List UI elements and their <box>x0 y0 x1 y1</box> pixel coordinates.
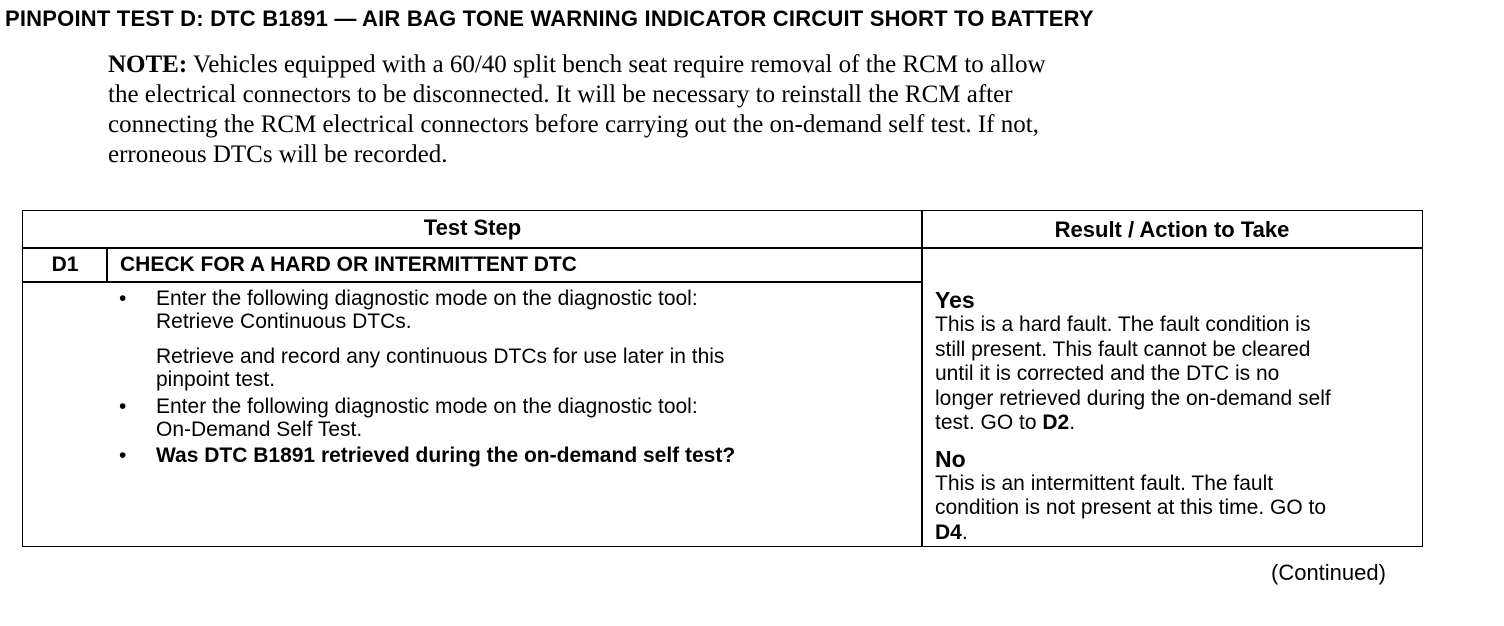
bullet-icon: • <box>119 444 127 467</box>
header-test-step: Test Step <box>423 215 522 240</box>
result-line: condition is not present at this time. GO to <box>935 496 1327 519</box>
step-item <box>156 345 724 391</box>
step-item-line: Enter the following diagnostic mode on the diagnostic tool: <box>156 395 698 418</box>
bullet-icon: • <box>119 395 127 418</box>
result-suffix: . <box>1069 411 1076 434</box>
step-item <box>156 395 698 441</box>
step-item-line: Retrieve and record any continuous DTCs for use later in this <box>156 345 725 368</box>
step-item-line: Was DTC B1891 retrieved during the on-demand self test? <box>156 444 736 467</box>
note-line: connecting the RCM electrical connectors before carrying out the on-demand self test. If not, <box>108 111 1039 138</box>
header-result-action: Result / Action to Take <box>1054 217 1290 242</box>
result-line: until it is corrected and the DTC is no <box>935 362 1280 385</box>
column-divider <box>921 211 923 546</box>
step-id: D1 <box>51 253 79 276</box>
step-item-line: Enter the following diagnostic mode on the diagnostic tool: <box>156 287 698 310</box>
page-title: PINPOINT TEST D: DTC B1891 — AIR BAG TONE WARNING INDICATOR CIRCUIT SHORT TO BATTERY <box>5 6 1094 31</box>
step-item-line: On-Demand Self Test. <box>156 418 363 441</box>
result-line: This is a hard fault. The fault condition is <box>935 313 1311 336</box>
step-question <box>156 444 735 467</box>
note-label: NOTE: <box>108 51 188 78</box>
step-title: CHECK FOR A HARD OR INTERMITTENT DTC <box>120 253 577 276</box>
result-line: test. GO to <box>935 411 1043 434</box>
result-yes-label: Yes <box>935 287 975 313</box>
goto-step-d2: D2 <box>1042 411 1070 434</box>
note-line: the electrical connectors to be disconnected. It will be necessary to reinstall the RCM after <box>108 81 1013 108</box>
note-line: Vehicles equipped with a 60/40 split bench seat require removal of the RCM to allow <box>187 51 1046 78</box>
result-yes-text <box>935 313 1425 436</box>
bullet-icon: • <box>119 287 127 310</box>
pinpoint-test-table <box>22 210 1423 547</box>
result-no-label: No <box>935 445 966 472</box>
result-line: still present. This fault cannot be cleared <box>935 337 1311 361</box>
header-divider <box>921 247 1422 249</box>
note-block <box>108 50 1328 170</box>
continued-label: (Continued) <box>1271 560 1386 585</box>
result-column <box>935 287 1425 545</box>
result-line: longer retrieved during the on-demand self <box>935 386 1331 410</box>
result-no-text <box>935 472 1425 546</box>
step-item-line: pinpoint test. <box>156 368 276 391</box>
note-line: erroneous DTCs will be recorded. <box>108 141 448 168</box>
result-line: This is an intermittent fault. The fault <box>935 471 1274 495</box>
result-suffix: . <box>961 520 968 544</box>
step-item-line: Retrieve Continuous DTCs. <box>156 310 412 333</box>
goto-step-d4: D4 <box>935 520 962 544</box>
step-item <box>156 287 698 333</box>
